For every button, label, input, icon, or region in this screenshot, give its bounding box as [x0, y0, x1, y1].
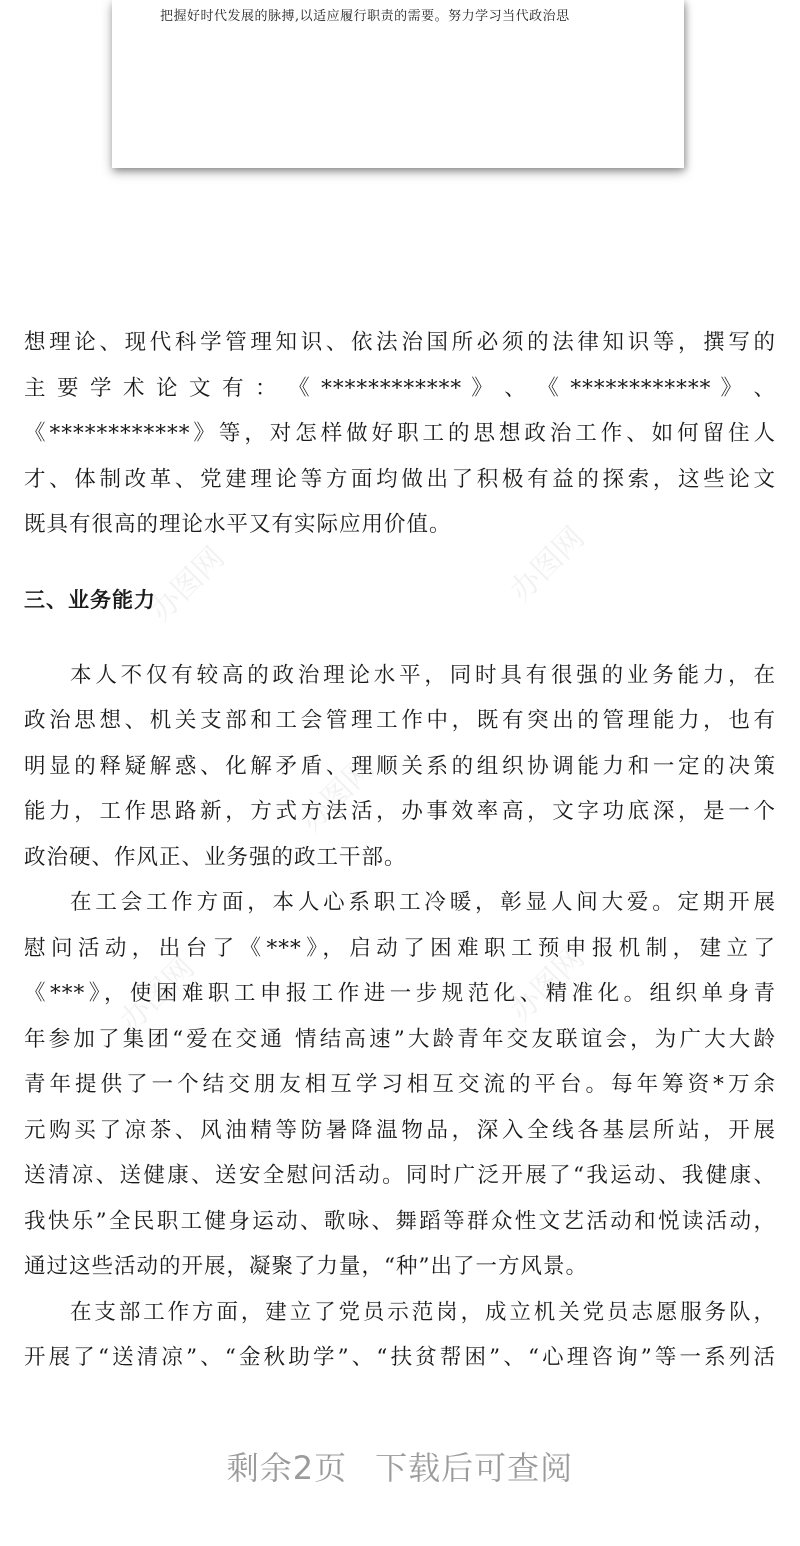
text-line: 主 要 学 术 论 文 有 ： 《 ************ 》 、 《 ************ 》 、 [24, 375, 776, 401]
text-line: 才、体制改革、党建理论等方面均做出了积极有益的探索，这些论文 [24, 466, 776, 492]
remaining-pages-label: 剩余2页 [226, 1449, 348, 1487]
text-line: 本人不仅有较高的政治理论水平，同时具有很强的业务能力，在 [70, 662, 776, 688]
text-line: 能力，工作思路新，方式方法活，办事效率高，文字功底深，是一个 [24, 799, 776, 824]
paragraph-union-work [24, 880, 776, 1290]
download-hint-label: 下载后可查阅 [375, 1449, 574, 1487]
text-line: 明显的释疑解惑、化解矛盾、理顺关系的组织协调能力和一定的决策 [24, 753, 776, 779]
text-line: 我快乐”全民职工健身运动、歌咏、舞蹈等群众性文艺活动和悦读活动， [24, 1208, 776, 1234]
text-line: 元购买了凉茶、风油精等防暑降温物品，深入全线各基层所站，开展 [24, 1117, 776, 1143]
text-line: 青年提供了一个结交朋友相互学习相互交流的平台。每年筹资*万余 [24, 1072, 776, 1097]
text-line: 通过这些活动的开展，凝聚了力量，“种”出了一方风景。 [24, 1254, 588, 1279]
text-line: 开展了“送清凉”、“金秋助学”、“扶贫帮困”、“心理咨询”等一系列活 [24, 1345, 776, 1370]
text-line: 在工会工作方面，本人心系职工冷暖，彰显人间大爱。定期开展 [70, 890, 776, 915]
text-line: 政治思想、机关支部和工会管理工作中，既有突出的管理能力，也有 [24, 708, 776, 733]
text-line: 既具有很高的理论水平又有实际应用价值。 [24, 512, 452, 537]
text-line: 《***》，使困难职工申报工作进一步规范化、精准化。组织单身青 [24, 981, 776, 1006]
watermark: 办图网 [113, 950, 202, 1039]
paragraph-research [24, 320, 776, 548]
text-line: 政治硬、作风正、业务强的政工干部。 [24, 844, 407, 870]
watermark: 办图网 [143, 540, 232, 629]
text-line: 在支部工作方面，建立了党员示范岗，成立机关党员志愿服务队， [70, 1299, 776, 1325]
watermark: 办图网 [503, 940, 592, 1029]
text-line: 慰问活动，出台了《***》，启动了困难职工预申报机制，建立了 [24, 935, 776, 961]
section-heading: 三、业务能力 [24, 587, 156, 612]
remaining-pages-notice[interactable] [0, 1443, 800, 1489]
text-line: 送清凉、送健康、送安全慰问活动。同时广泛开展了“我运动、我健康、 [24, 1163, 776, 1188]
watermark: 办图网 [293, 750, 382, 839]
paragraph-branch-work [24, 1290, 776, 1381]
paragraph-business-ability [24, 653, 776, 881]
document-page [24, 320, 776, 1381]
text-line: 《************》等，对怎样做好职工的思想政治工作、如何留住人 [24, 421, 776, 446]
text-line: 想理论、现代科学管理知识、依法治国所必须的法律知识等，撰写的 [24, 330, 776, 355]
preview-text-line: 把握好时代发展的脉搏,以适应履行职责的需要。努力学习当代政治思 [160, 9, 570, 24]
watermark: 办图网 [503, 520, 592, 609]
previous-page-preview [112, 0, 684, 168]
text-line: 年参加了集团“爱在交通 情结高速”大龄青年交友联谊会，为广大大龄 [24, 1026, 776, 1052]
